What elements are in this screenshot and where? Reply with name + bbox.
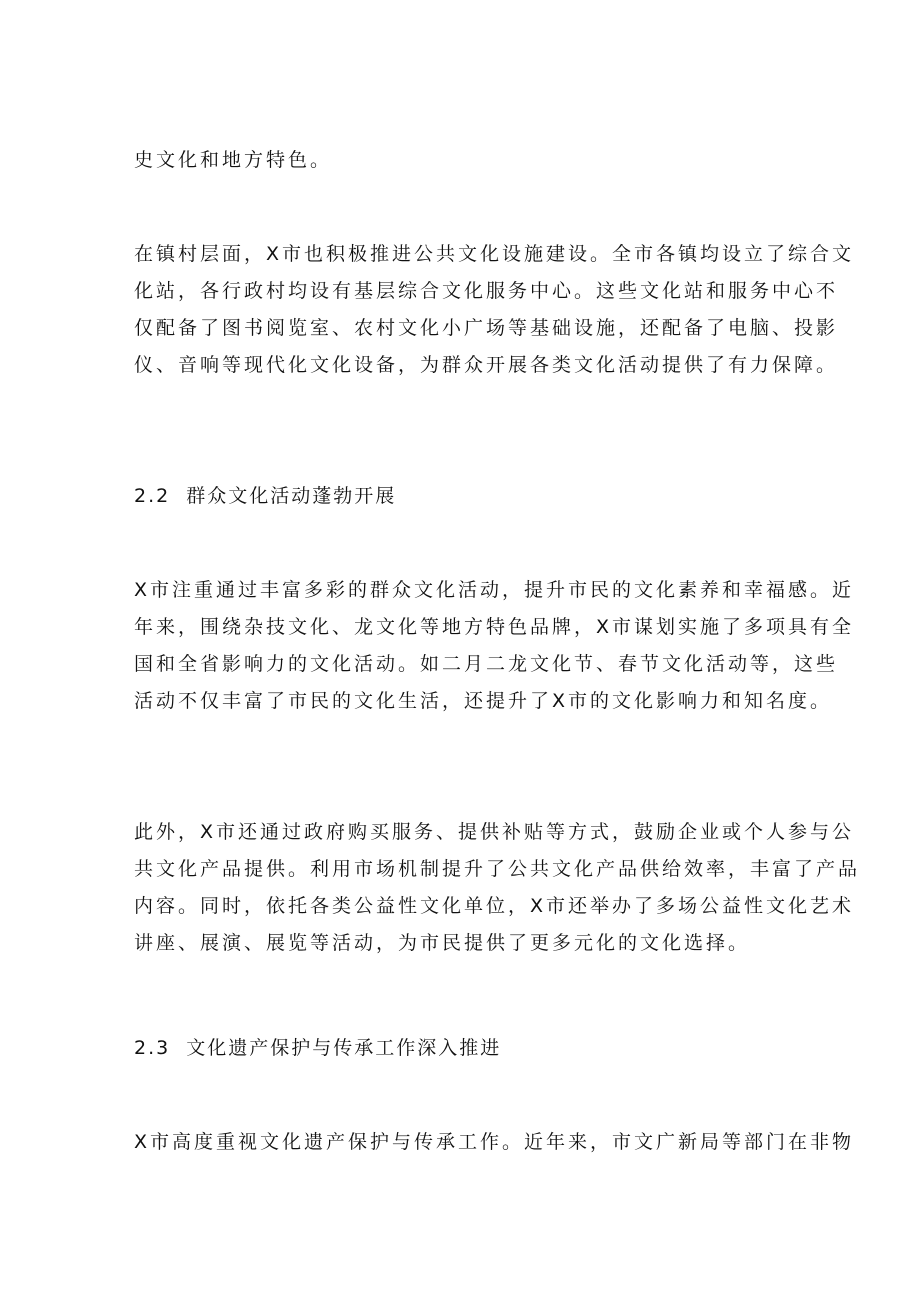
- section-heading-2-3: 2.3 文化遗产保护与传承工作深入推进: [134, 1037, 502, 1059]
- text-line: X市高度重视文化遗产保护与传承工作。近年来，市文广新局等部门在非物: [134, 1131, 855, 1153]
- paragraph-town-village-facilities: [134, 236, 855, 384]
- text-line: 共文化产品提供。利用市场机制提升了公共文化产品供给效率，丰富了产品: [134, 858, 861, 880]
- text-line: 内容。同时，依托各类公益性文化单位，X市还举办了多场公益性文化艺术: [134, 895, 855, 917]
- text-line: 仪、音响等现代化文化设备，为群众开展各类文化活动提供了有力保障。: [134, 354, 839, 376]
- paragraph-heritage-protection: [134, 1124, 855, 1161]
- paragraph-mass-cultural-activities: [134, 572, 855, 720]
- paragraph-government-purchasing: [134, 814, 861, 962]
- section-heading-2-2: 2.2 群众文化活动蓬勃开展: [134, 485, 397, 507]
- text-line: X市注重通过丰富多彩的群众文化活动，提升市民的文化素养和幸福感。近: [134, 579, 855, 601]
- text-line: 活动不仅丰富了市民的文化生活，还提升了X市的文化影响力和知名度。: [134, 690, 833, 712]
- text-line: 史文化和地方特色。: [134, 149, 333, 171]
- text-line: 化站，各行政村均设有基层综合文化服务中心。这些文化站和服务中心不: [134, 280, 839, 302]
- text-line: 讲座、展演、展览等活动，为市民提供了更多元化的文化选择。: [134, 932, 751, 954]
- text-line: 在镇村层面，X市也积极推进公共文化设施建设。全市各镇均设立了综合文: [134, 243, 855, 265]
- text-line: 此外，X市还通过政府购买服务、提供补贴等方式，鼓励企业或个人参与公: [134, 821, 855, 843]
- text-line: 年来，围绕杂技文化、龙文化等地方特色品牌，X市谋划实施了多项具有全: [134, 616, 855, 638]
- paragraph-continuation: [134, 142, 790, 179]
- text-line: 国和全省影响力的文化活动。如二月二龙文化节、春节文化活动等，这些: [134, 653, 839, 675]
- text-line: 仅配备了图书阅览室、农村文化小广场等基础设施，还配备了电脑、投影: [134, 317, 839, 339]
